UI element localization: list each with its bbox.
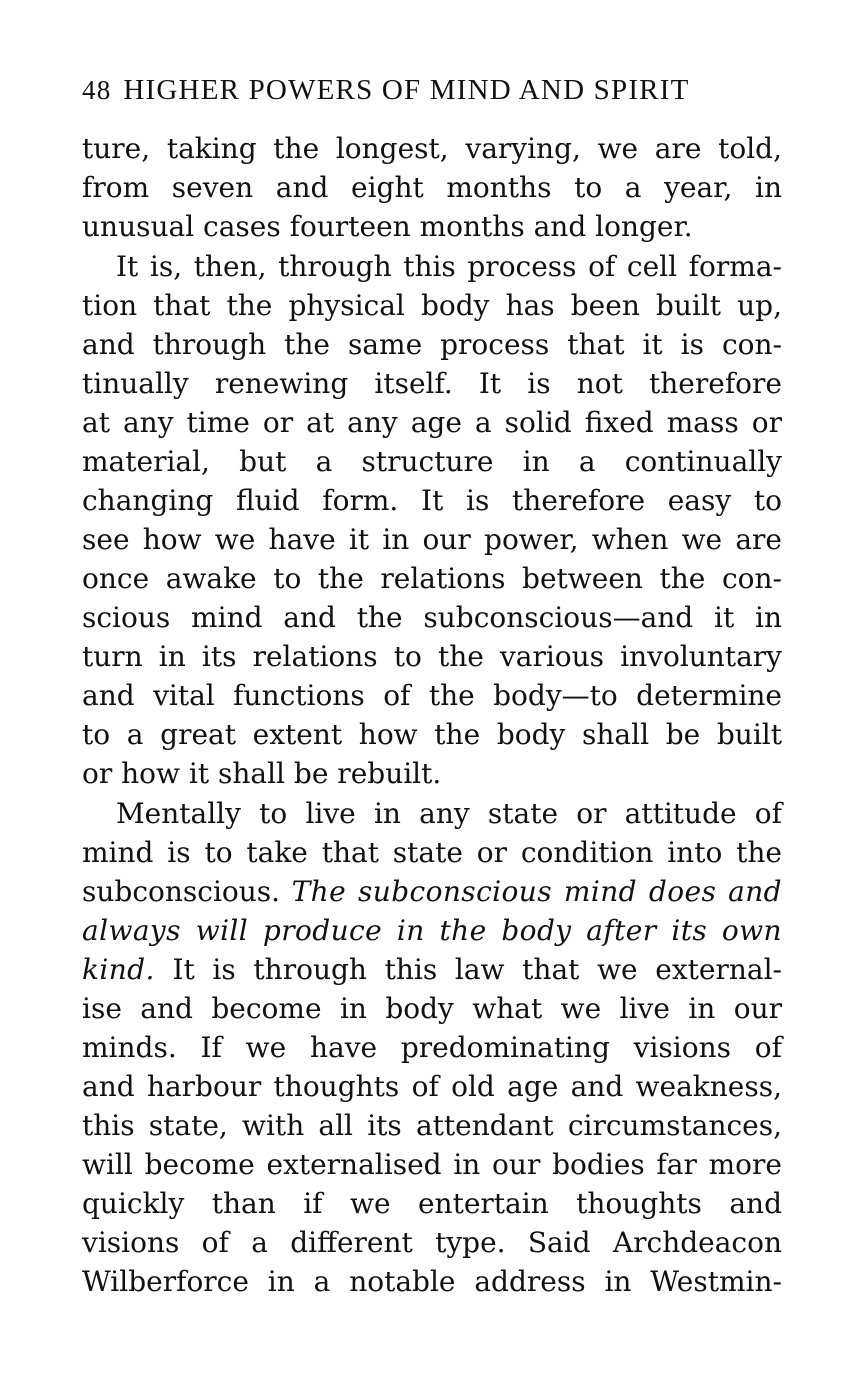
text-line: this state, with all its attendant circumstances,: [82, 1109, 782, 1142]
text-line: mind is to take that state or condition into the: [82, 836, 782, 869]
text-line: to a great extent how the body shall be built: [82, 718, 782, 751]
text-line: unusual cases fourteen months and longer.: [82, 210, 693, 243]
text-line: ture, taking the longest, varying, we are told,: [82, 132, 782, 165]
text-line: and vital functions of the body—to determine: [82, 679, 782, 712]
page-number: 48: [82, 75, 112, 105]
running-title: HIGHER POWERS OF MIND AND SPIRIT: [123, 74, 690, 106]
text-line: minds. If we have predominating visions of: [82, 1031, 782, 1064]
text-line: quickly than if we entertain thoughts and: [82, 1187, 782, 1220]
text-line: will become externalised in our bodies far more: [82, 1148, 782, 1181]
text-line: from seven and eight months to a year, in: [82, 171, 782, 204]
roman-text: It is through this law that we external-: [172, 953, 782, 986]
text-line: tinually renewing itself. It is not therefore: [82, 367, 782, 400]
text-line-mixed: [82, 950, 782, 989]
text-line: changing fluid form. It is therefore easy to: [82, 484, 782, 517]
text-line: tion that the physical body has been built up,: [82, 289, 782, 322]
italic-text: kind.: [82, 953, 155, 986]
italic-text: The subconscious mind does and: [291, 875, 782, 908]
italic-text: always will produce in the body after its own: [82, 914, 782, 947]
text-line: see how we have it in our power, when we are: [82, 523, 782, 556]
text-line: ise and become in body what we live in our: [82, 992, 782, 1025]
text-line-mixed: [82, 872, 782, 911]
text-line: visions of a different type. Said Archdeacon: [82, 1226, 782, 1259]
text-line: It is, then, through this process of cell forma-: [116, 250, 782, 283]
running-header: [82, 72, 782, 108]
text-line: Mentally to live in any state or attitude of: [116, 797, 782, 830]
text-line: and through the same process that it is con-: [82, 328, 782, 361]
text-line: and harbour thoughts of old age and weakness,: [82, 1070, 782, 1103]
text-line-italic: [82, 911, 782, 950]
text-line: turn in its relations to the various involuntary: [82, 640, 782, 673]
text-line: scious mind and the subconscious—and it in: [82, 601, 782, 634]
text-line: once awake to the relations between the con-: [82, 562, 782, 595]
roman-text: subconscious.: [82, 875, 281, 908]
text-line: Wilberforce in a notable address in Westmin-: [82, 1265, 782, 1298]
text-line: material, but a structure in a continually: [82, 445, 782, 478]
text-line: or how it shall be rebuilt.: [82, 757, 442, 790]
text-line: at any time or at any age a solid fixed mass or: [82, 406, 782, 439]
